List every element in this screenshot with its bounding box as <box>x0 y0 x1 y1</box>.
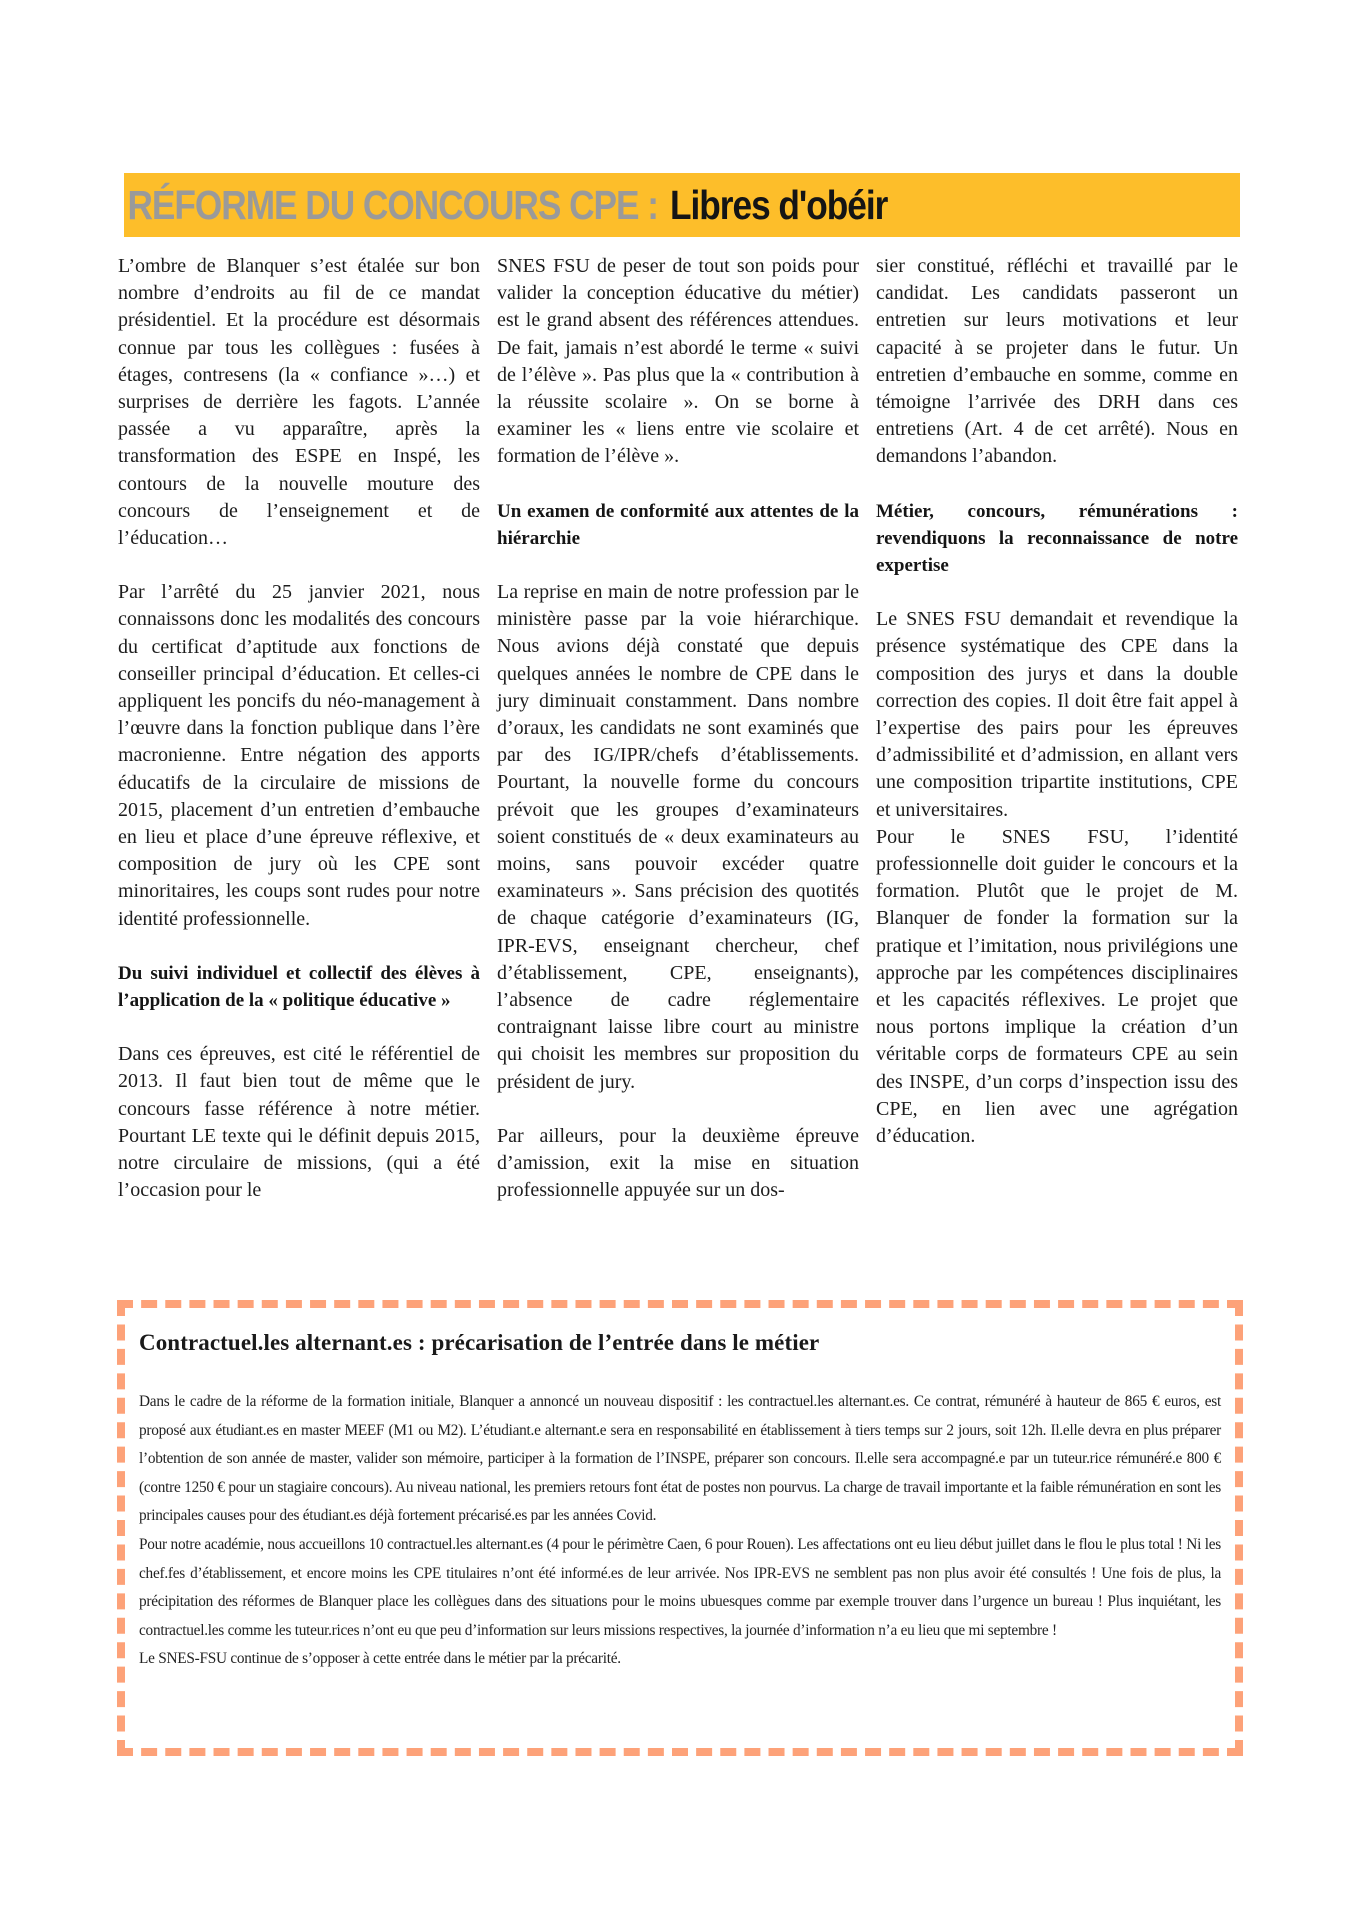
section-heading: Un examen de conformité aux attentes de la hiérarchie <box>497 500 859 549</box>
section-heading: Du suivi individuel et collectif des élèves à l’application de la « politique éducative » <box>118 962 480 1012</box>
article-column-1 <box>118 253 480 1288</box>
article-body <box>118 253 1240 1288</box>
box-body <box>139 1388 1221 1674</box>
title-banner <box>124 173 1240 237</box>
box-title: Contractuel.les alternant.es : précarisation de l’entrée dans le métier <box>139 1330 820 1355</box>
title-main: Libres d'obéir <box>670 181 888 228</box>
section-heading: Métier, concours, rémunérations : revendiquons la reconnaissance de notre expertise <box>876 500 1238 577</box>
paragraph: La reprise en main de notre profession par le ministère passe par la voie hiérarchique. Nous avions déjà constaté que depuis quelques années le nombre de CPE dans le jury diminuait constamment. Dans nombre d’oraux, les candidats ne sont examinés que par des IG/IPR/chefs d’établissements. Pourtant, la nouvelle forme du concours prévoit que les groupes d’examinateurs soient constitués de « deux examinateurs au moins, sans pouvoir excéder quatre examinateurs ». Sans précision des quotités de chaque catégorie d’examinateurs (IG, IPR-EVS, enseignant chercheur, chef d’établissement, CPE, enseignants), l’absence de cadre réglementaire contraignant laisse libre court au ministre qui choisit les membres sur proposition du président de jury. <box>497 581 859 1093</box>
paragraph: Le SNES FSU demandait et revendique la présence systématique des CPE dans la composition des jurys et dans la double correction des copies. Il doit être fait appel à l’expertise des pairs pour les épreuves d’admissibilité et d’admission, en allant vers une composition tripartite institutions, CPE et universitaires. <box>876 608 1238 821</box>
title-prefix: RÉFORME DU CONCOURS CPE : <box>127 181 658 228</box>
paragraph: Pour le SNES FSU, l’identité professionnelle doit guider le concours et la formation. Plutôt que le projet de M. Blanquer de fonder la formation sur la pratique et l’imitation, nous privilégions une approche par les compétences disciplinaires et les capacités réflexives. Le projet que nous portons implique la création d’un véritable corps de formateurs CPE au sein des INSPE, d’un corps d’inspection issu des CPE, en lien avec une agrégation d’éducation. <box>876 825 1238 1148</box>
paragraph: Le SNES-FSU continue de s’opposer à cette entrée dans le métier par la précarité. <box>139 1650 621 1668</box>
page-title <box>124 182 887 229</box>
article-column-3 <box>876 253 1238 1288</box>
paragraph: L’ombre de Blanquer s’est étalée sur bon nombre d’endroits au fil de ce mandat présidentiel. Et la procédure est désormais connue par tous les collègues : fusées à étages, contresens (la « confiance »…) et surprises de derrière les fagots. L’année passée a vu apparaître, après la transformation des ESPE en Inspé, les contours de la nouvelle mouture des concours de l’enseignement et de l’éducation… <box>118 255 480 550</box>
paragraph: Par l’arrêté du 25 janvier 2021, nous connaissons donc les modalités des concours du certificat d’aptitude aux fonctions de conseiller principal d’éducation. Et celles-ci appliquent les poncifs du néo-management à l’œuvre dans la fonction publique dans l’ère macronienne. Entre négation des apports éducatifs de la circulaire de missions de 2015, placement d’un entretien d’embauche en lieu et place d’une épreuve réflexive, et composition de jury où les CPE sont minoritaires, les coups sont rudes pour notre identité professionnelle. <box>118 581 480 930</box>
sidebar-box-alternants <box>117 1300 1243 1756</box>
paragraph: Pour notre académie, nous accueillons 10 contractuel.les alternant.es (4 pour le périmètre Caen, 6 pour Rouen). Les affectations ont eu lieu début juillet dans le flou le plus total ! Ni les chef.fes d’établissement, et encore moins les CPE titulaires n’ont été informé.es de leur arrivée. Nos IPR-EVS ne semblent pas non plus avoir été consultés ! Une fois de plus, la précipitation des réformes de Blanquer place les collègues dans des situations pour le moins ubuesques comme par exemple trouver dans l’urgence un bureau ! Plus inquiétant, les contractuel.les comme les tuteur.rices n’ont eu que peu d’information sur leurs missions respectives, la journée d’information n’a eu lieu que mi septembre ! <box>139 1535 1221 1639</box>
paragraph: SNES FSU de peser de tout son poids pour valider la conception éducative du métier) est le grand absent des références attendues. De fait, jamais n’est abordé le terme « suivi de l’élève ». Pas plus que la « contribution à la réussite scolaire ». On se borne à examiner les « liens entre vie scolaire et formation de l’élève ». <box>497 255 859 468</box>
paragraph: Dans le cadre de la réforme de la formation initiale, Blanquer a annoncé un nouveau dispositif : les contractuel.les alternant.es. Ce contrat, rémunéré à hauteur de 865 € euros, est proposé aux étudiant.es en master MEEF (M1 ou M2). L’étudiant.e alternant.e sera en responsabilité en établissement à tiers temps sur 2 jours, soit 12h. Il.elle devra en plus préparer l’obtention de son année de master, valider son mémoire, participer à la formation de l’INSPE, préparer son concours. Il.elle sera accompagné.e par un tuteur.rice rémunéré.e 800 € (contre 1250 € pour un stagiaire concours). Au niveau national, les premiers retours font état de postes non pourvus. La charge de travail importante et la faible rémunération en sont les principales causes pour des étudiant.es déjà fortement précarisé.es par les années Covid. <box>139 1393 1221 1525</box>
paragraph: Par ailleurs, pour la deuxième épreuve d’amission, exit la mise en situation professionnelle appuyée sur un dos- <box>497 1124 859 1202</box>
article-column-2 <box>497 253 859 1288</box>
paragraph: sier constitué, réfléchi et travaillé par le candidat. Les candidats passeront un entretien sur leurs motivations et leur capacité à se projeter dans le futur. Un entretien d’embauche en somme, comme en témoigne l’arrivée des DRH dans ces entretiens (Art. 4 de cet arrêté). Nous en demandons l’abandon. <box>876 255 1238 468</box>
paragraph: Dans ces épreuves, est cité le référentiel de 2013. Il faut bien tout de même que le concours fasse référence à notre métier. Pourtant LE texte qui le définit depuis 2015, notre circulaire de missions, (qui a été l’occasion pour le <box>118 1043 480 1202</box>
